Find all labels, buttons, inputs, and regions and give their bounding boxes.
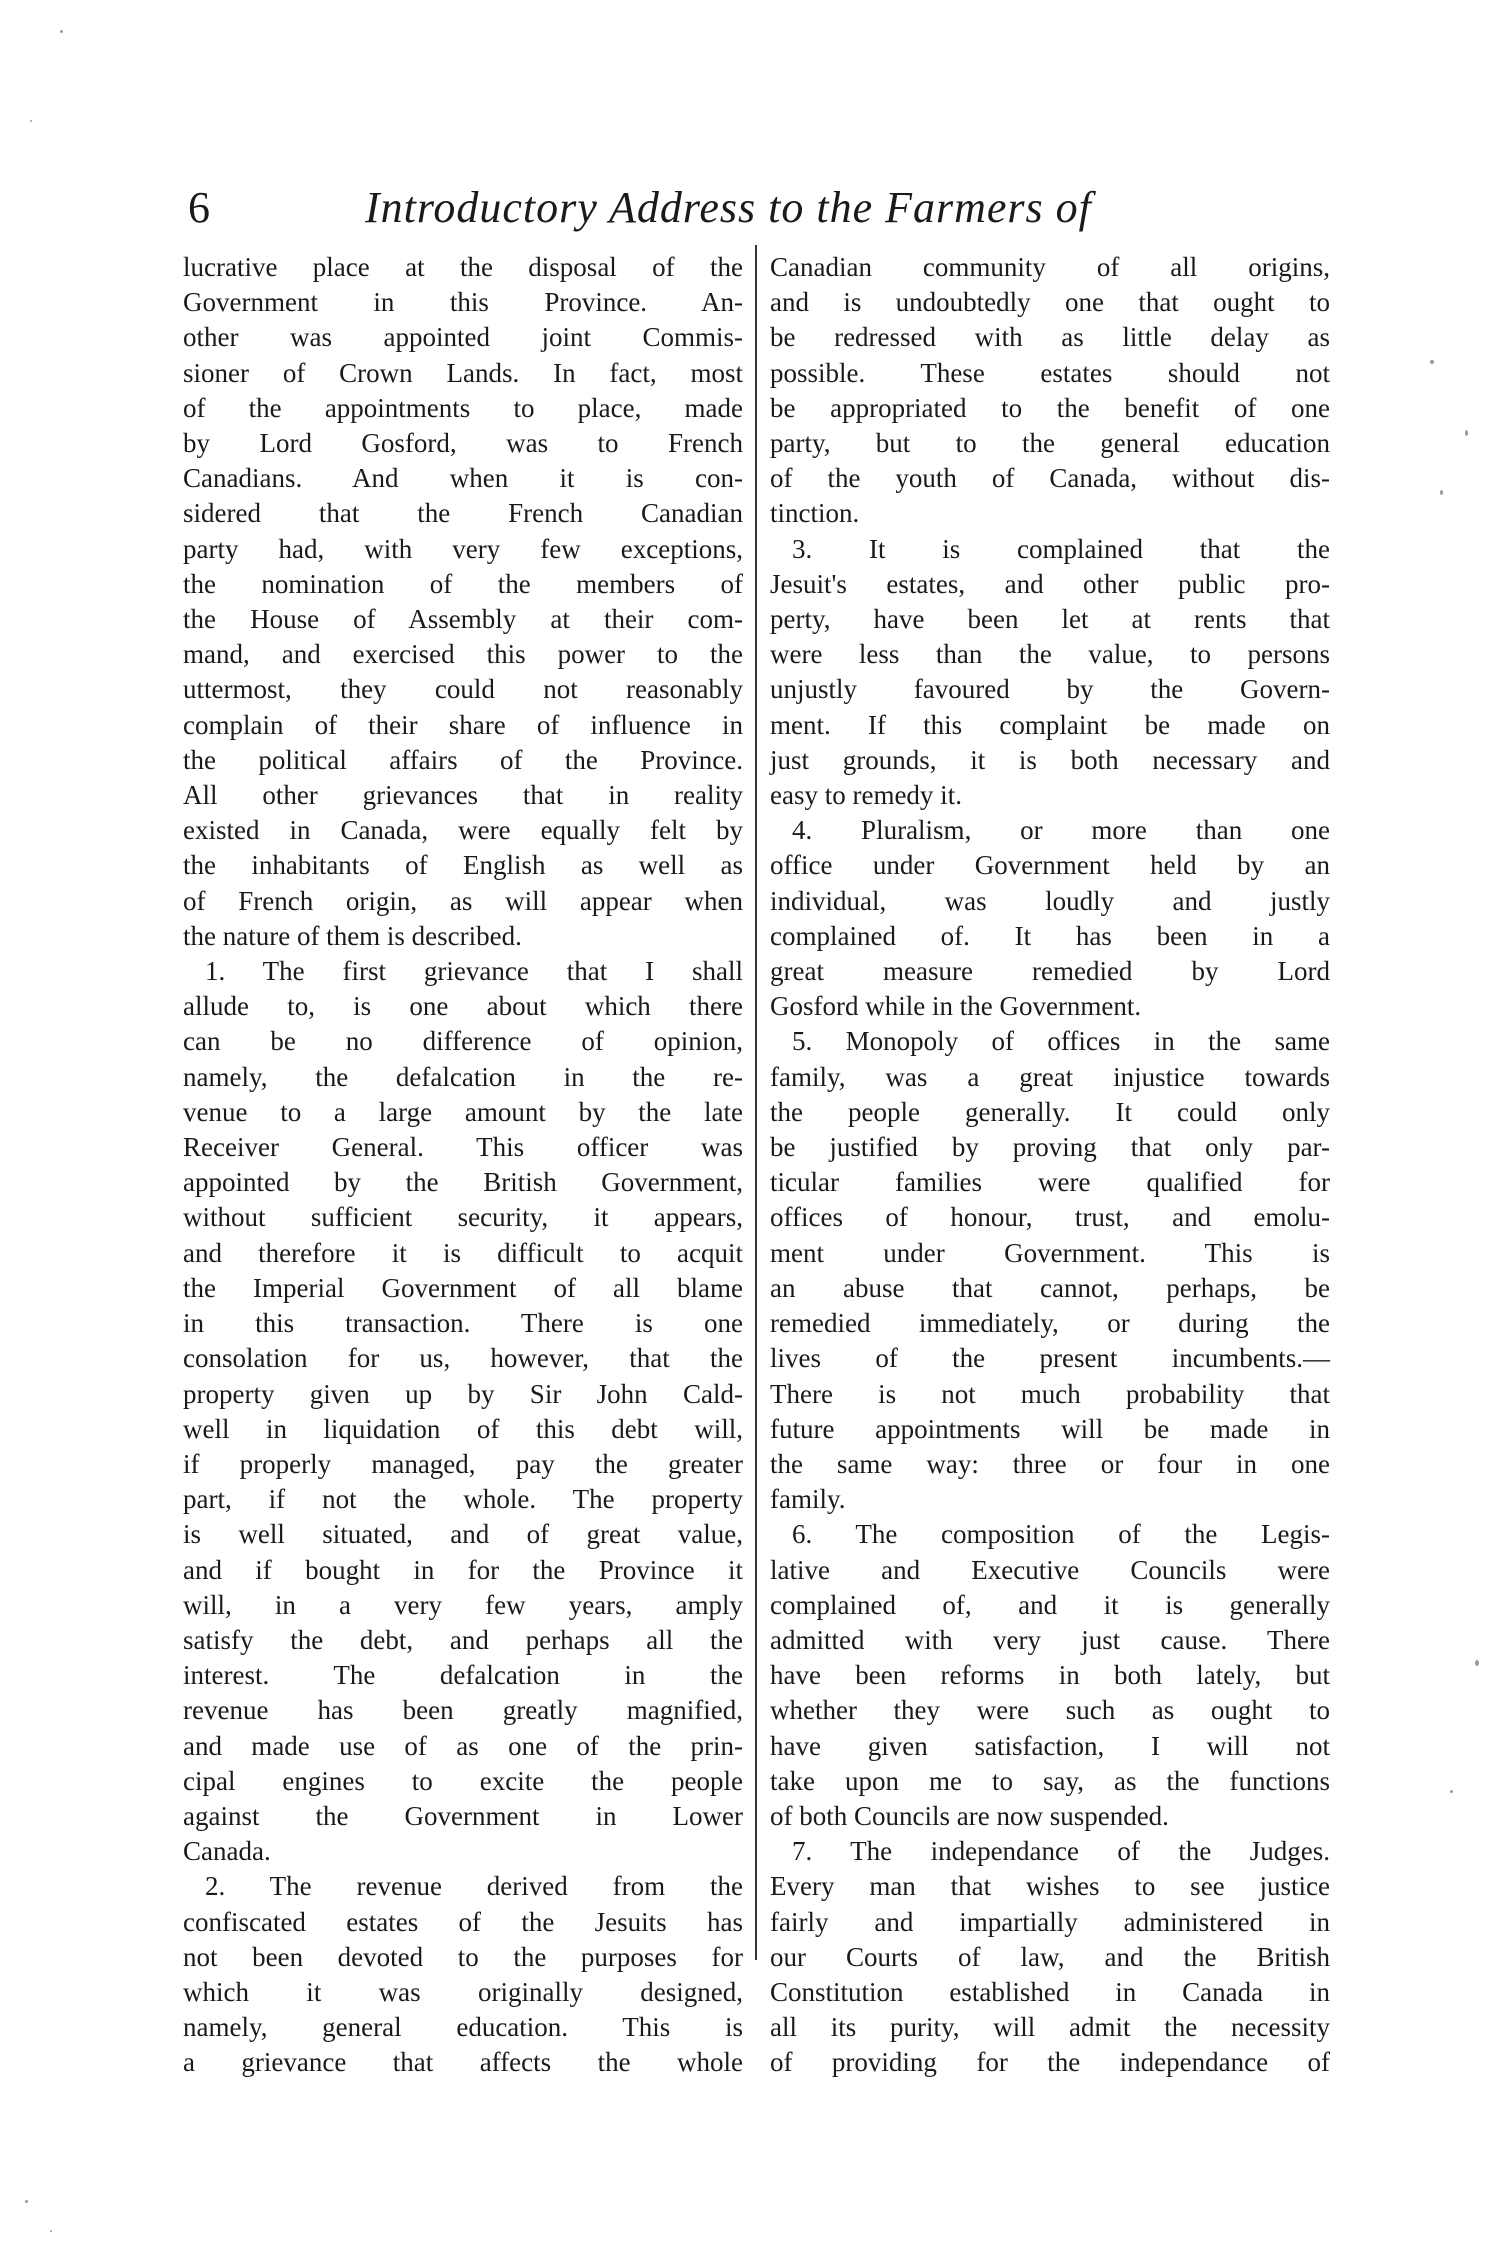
text-line: There is not much probability that (770, 1378, 1330, 1409)
text-line: great measure remedied by Lord (770, 956, 1330, 987)
text-line: the nomination of the members of (183, 568, 743, 599)
text-line: the House of Assembly at their com- (183, 604, 743, 635)
text-line: 3. It is complained that the (792, 533, 1330, 564)
scan-speck (1430, 360, 1434, 364)
text-line: namely, general education. This is (183, 2012, 743, 2043)
text-line: Canada. (183, 1836, 271, 1867)
text-line: Jesuit's estates, and other public pro- (770, 568, 1330, 599)
scan-speck (1465, 430, 1468, 436)
text-line: party, but to the general education (770, 428, 1330, 459)
text-line: ticular families were qualified for (770, 1167, 1330, 1198)
text-line: the Imperial Government of all blame (183, 1272, 743, 1303)
text-line: 7. The independance of the Judges. (792, 1836, 1330, 1867)
running-title: Introductory Address to the Farmers of (365, 183, 1092, 232)
text-line: consolation for us, however, that the (183, 1343, 743, 1374)
text-line: a grievance that affects the whole (183, 2047, 743, 2078)
text-line: is well situated, and of great value, (183, 1519, 743, 1550)
text-line: the same way: three or four in one (770, 1448, 1330, 1479)
column-rule (755, 245, 757, 1960)
text-line: cipal engines to excite the people (183, 1765, 743, 1796)
text-line: All other grievances that in reality (183, 780, 743, 811)
text-line: easy to remedy it. (770, 780, 962, 811)
text-line: sioner of Crown Lands. In fact, most (183, 357, 743, 388)
text-line: take upon me to say, as the functions (770, 1765, 1330, 1796)
text-line: confiscated estates of the Jesuits has (183, 1906, 743, 1937)
text-line: whether they were such as ought to (770, 1695, 1330, 1726)
text-line: without sufficient security, it appears, (183, 1202, 743, 1233)
text-line: and is undoubtedly one that ought to (770, 287, 1330, 318)
text-line: the nature of them is described. (183, 920, 522, 951)
scan-speck (1475, 1660, 1479, 1666)
text-line: 6. The composition of the Legis- (792, 1519, 1330, 1550)
text-line: 4. Pluralism, or more than one (792, 815, 1330, 846)
text-line: tinction. (770, 498, 860, 529)
text-line: possible. These estates should not (770, 357, 1330, 388)
text-line: not been devoted to the purposes for (183, 1941, 743, 1972)
text-line: 2. The revenue derived from the (205, 1871, 743, 1902)
text-line: be appropriated to the benefit of one (770, 392, 1330, 423)
text-line: by Lord Gosford, was to French (183, 428, 743, 459)
text-line: have given satisfaction, I will not (770, 1730, 1330, 1761)
text-line: other was appointed joint Commis- (183, 322, 743, 353)
text-line: party had, with very few exceptions, (183, 533, 743, 564)
text-line: of both Councils are now suspended. (770, 1800, 1169, 1831)
left-column (183, 250, 743, 2081)
text-line: well in liquidation of this debt will, (183, 1413, 743, 1444)
text-line: family. (770, 1484, 846, 1515)
text-line: fairly and impartially administered in (770, 1906, 1330, 1937)
text-line: Canadians. And when it is con- (183, 463, 743, 494)
text-line: offices of honour, trust, and emolu- (770, 1202, 1330, 1233)
text-line: existed in Canada, were equally felt by (183, 815, 743, 846)
page-number: 6 (188, 183, 210, 232)
text-line: complain of their share of influence in (183, 709, 743, 740)
text-line: unjustly favoured by the Govern- (770, 674, 1330, 705)
scan-speck (60, 30, 63, 33)
text-line: ment under Government. This is (770, 1237, 1330, 1268)
scan-speck (30, 120, 32, 122)
scan-speck (1450, 1790, 1453, 1793)
text-line: 5. Monopoly of offices in the same (792, 1026, 1330, 1057)
text-line: complained of. It has been in a (770, 920, 1330, 951)
text-line: 1. The first grievance that I shall (205, 956, 743, 987)
text-line: ment. If this complaint be made on (770, 709, 1330, 740)
text-line: property given up by Sir John Cald- (183, 1378, 743, 1409)
text-line: remedied immediately, or during the (770, 1308, 1330, 1339)
text-line: perty, have been let at rents that (770, 604, 1330, 635)
text-line: family, was a great injustice towards (770, 1061, 1330, 1092)
text-line: can be no difference of opinion, (183, 1026, 743, 1057)
scan-speck (50, 2230, 52, 2232)
text-line: uttermost, they could not reasonably (183, 674, 743, 705)
text-line: Receiver General. This officer was (183, 1132, 743, 1163)
text-line: revenue has been greatly magnified, (183, 1695, 743, 1726)
text-line: against the Government in Lower (183, 1800, 743, 1831)
text-line: of the youth of Canada, without dis- (770, 463, 1330, 494)
text-line: allude to, is one about which there (183, 991, 743, 1022)
text-line: Every man that wishes to see justice (770, 1871, 1330, 1902)
text-line: part, if not the whole. The property (183, 1484, 743, 1515)
text-line: which it was originally designed, (183, 1976, 743, 2007)
text-line: complained of, and it is generally (770, 1589, 1330, 1620)
running-header (180, 178, 1315, 248)
text-line: sidered that the French Canadian (183, 498, 743, 529)
text-line: the people generally. It could only (770, 1096, 1330, 1127)
text-line: of providing for the independance of (770, 2047, 1330, 2078)
text-line: namely, the defalcation in the re- (183, 1061, 743, 1092)
text-line: lucrative place at the disposal of the (183, 252, 743, 282)
text-line: lives of the present incumbents.— (770, 1343, 1330, 1374)
text-line: appointed by the British Government, (183, 1167, 743, 1198)
text-line: venue to a large amount by the late (183, 1096, 743, 1127)
right-column (770, 250, 1330, 2081)
text-line: and therefore it is difficult to acquit (183, 1237, 743, 1268)
text-line: be justified by proving that only par- (770, 1132, 1330, 1163)
text-line: our Courts of law, and the British (770, 1941, 1330, 1972)
text-line: Gosford while in the Government. (770, 991, 1142, 1022)
scan-speck (1440, 490, 1443, 495)
text-line: be redressed with as little delay as (770, 322, 1330, 353)
text-line: admitted with very just cause. There (770, 1624, 1330, 1655)
text-line: Government in this Province. An- (183, 287, 743, 318)
text-line: interest. The defalcation in the (183, 1660, 743, 1691)
text-line: if properly managed, pay the greater (183, 1448, 743, 1479)
text-line: the inhabitants of English as well as (183, 850, 743, 881)
text-line: lative and Executive Councils were (770, 1554, 1330, 1585)
text-line: of the appointments to place, made (183, 392, 743, 423)
text-line: office under Government held by an (770, 850, 1330, 881)
text-line: satisfy the debt, and perhaps all the (183, 1624, 743, 1655)
text-line: future appointments will be made in (770, 1413, 1330, 1444)
text-line: were less than the value, to persons (770, 639, 1330, 670)
text-line: and made use of as one of the prin- (183, 1730, 743, 1761)
text-line: have been reforms in both lately, but (770, 1660, 1330, 1691)
text-line: and if bought in for the Province it (183, 1554, 743, 1585)
text-line: individual, was loudly and justly (770, 885, 1330, 916)
text-line: an abuse that cannot, perhaps, be (770, 1272, 1330, 1303)
text-line: in this transaction. There is one (183, 1308, 743, 1339)
text-line: mand, and exercised this power to the (183, 639, 743, 670)
text-line: all its purity, will admit the necessity (770, 2012, 1330, 2043)
text-line: the political affairs of the Province. (183, 744, 743, 775)
text-line: Canadian community of all origins, (770, 252, 1330, 282)
text-line: just grounds, it is both necessary and (770, 744, 1330, 775)
text-line: of French origin, as will appear when (183, 885, 743, 916)
text-line: will, in a very few years, amply (183, 1589, 743, 1620)
scan-speck (25, 2200, 28, 2203)
text-line: Constitution established in Canada in (770, 1976, 1330, 2007)
